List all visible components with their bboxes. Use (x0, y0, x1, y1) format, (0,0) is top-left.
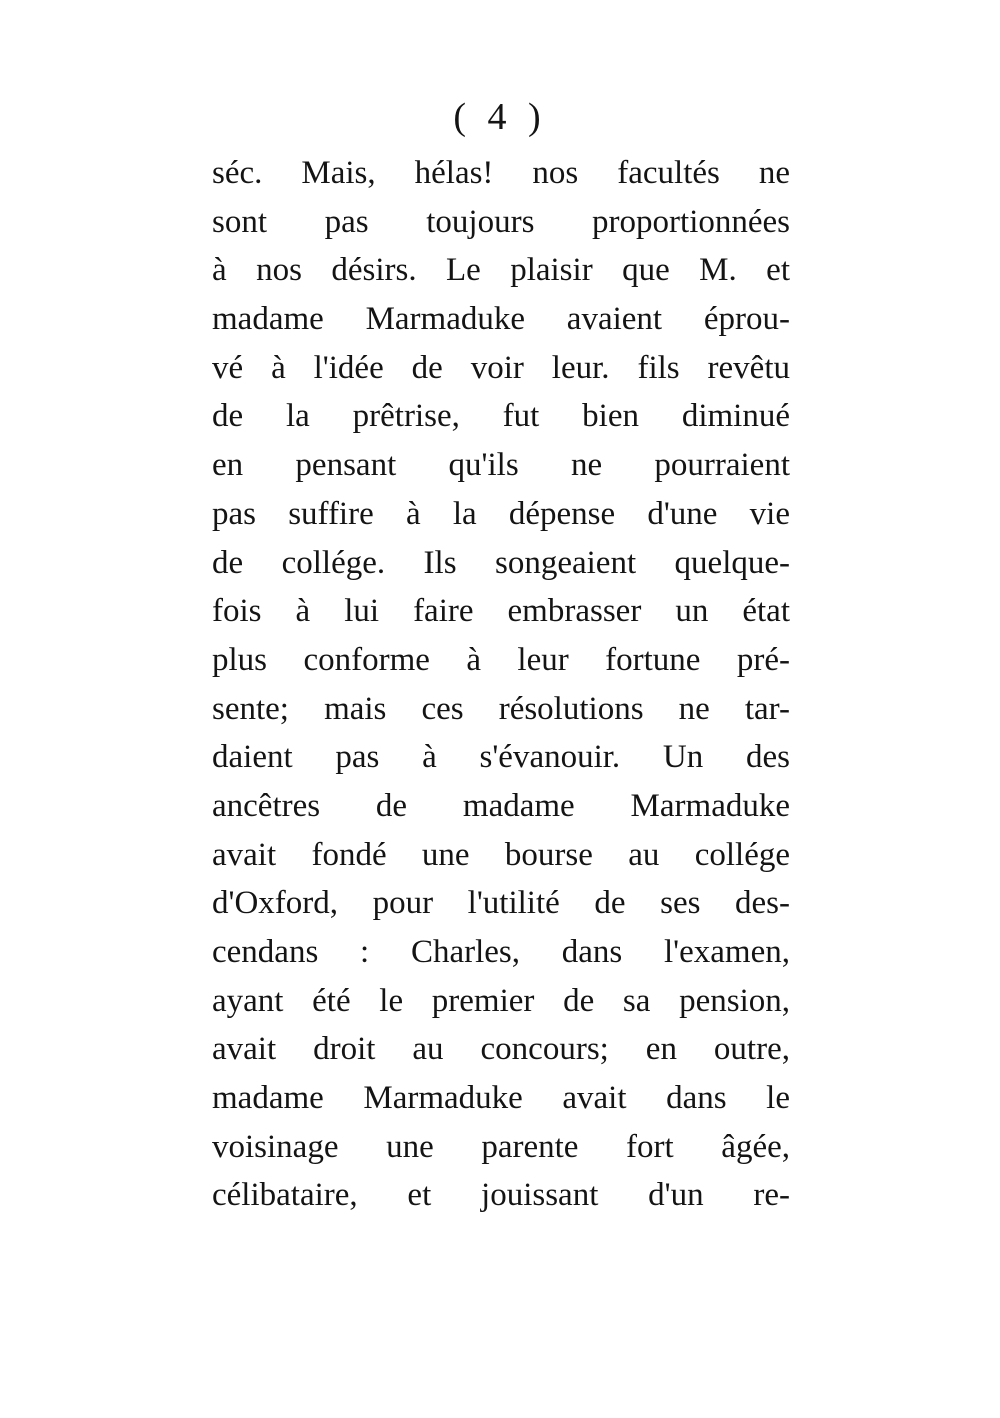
text-line: d'Oxford, pour l'utilité de ses des- (212, 885, 790, 922)
text-line: à nos désirs. Le plaisir que M. et (212, 252, 790, 289)
text-line: de collége. Ils songeaient quelque- (212, 544, 790, 581)
text-line: pas suffire à la dépense d'une vie (212, 495, 790, 532)
text-line: fois à lui faire embrasser un état (212, 593, 790, 630)
text-line: madame Marmaduke avait dans le (212, 1080, 790, 1117)
text-line: voisinage une parente fort âgée, (212, 1128, 790, 1165)
text-line: ancêtres de madame Marmaduke (212, 787, 790, 824)
text-line: cendans : Charles, dans l'examen, (212, 934, 790, 970)
text-line: madame Marmaduke avaient éprou- (212, 301, 790, 338)
text-line: séc. Mais, hélas! nos facultés ne (212, 155, 790, 191)
text-line: avait fondé une bourse au collége (212, 836, 790, 873)
text-line: plus conforme à leur fortune pré- (212, 641, 790, 678)
page-number: ( 4 ) (453, 96, 547, 138)
text-line: ayant été le premier de sa pension, (212, 982, 790, 1019)
text-line: en pensant qu'ils ne pourraient (212, 447, 790, 484)
text-line: célibataire, et jouissant d'un re- (212, 1177, 790, 1214)
text-line: daient pas à s'évanouir. Un des (212, 739, 790, 776)
text-line: avait droit au concours; en outre, (212, 1031, 790, 1068)
body-text (212, 149, 790, 1220)
text-line: vé à l'idée de voir leur. fils revêtu (212, 349, 790, 386)
text-line: de la prêtrise, fut bien diminué (212, 398, 790, 435)
text-line: sente; mais ces résolutions ne tar- (212, 690, 790, 727)
text-line: sont pas toujours proportionnées (212, 203, 790, 240)
